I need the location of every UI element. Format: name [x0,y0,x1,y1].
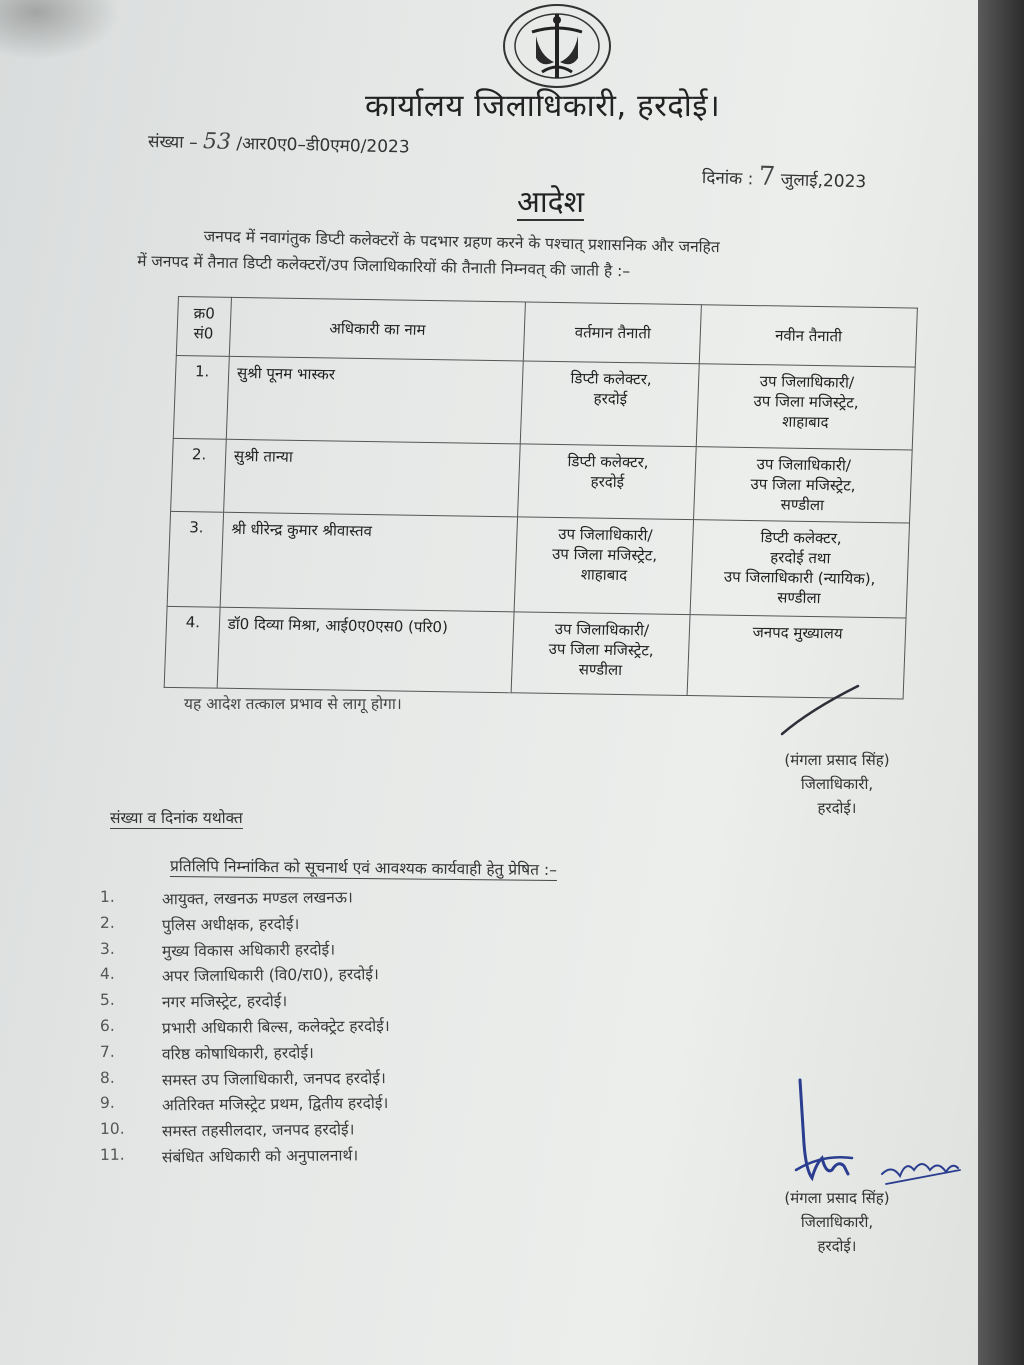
recipient-number: 4. [99,965,115,984]
handwritten-signature [782,1074,972,1198]
cell-serial: 2. [171,438,226,512]
table-row [167,511,909,618]
intro-line-2: में जनपद में तैनात डिप्टी कलेक्टरों/उप जिलाधिकारियों की तैनाती निम्नवत् की जाती है :– [136,251,631,281]
copy-heading: प्रतिलिपि निम्नांकित को सूचनार्थ एवं आवश्यक कार्यवाही हेतु प्रेषित :– [170,854,557,881]
cell-serial: 4. [164,606,220,688]
cell-new-posting: डिप्टी कलेक्टर, हरदोई तथा उप जिलाधिकारी (न्यायिक), सण्डीला [691,520,910,618]
recipient-text: अपर जिलाधिकारी (वि0/रा0), हरदोई। [161,965,379,986]
uttar-pradesh-emblem-icon [502,2,612,90]
recipient-text: मुख्य विकास अधिकारी हरदोई। [161,940,336,960]
copy-reference: संख्या व दिनांक यथोक्त [110,806,243,829]
recipient-text: समस्त तहसीलदार, जनपद हरदोई। [161,1120,355,1141]
recipient-number: 11. [99,1145,125,1164]
cell-current-posting: डिप्टी कलेक्टर, हरदोई [518,444,697,520]
recipient-number: 8. [99,1068,115,1087]
date-month-year: जुलाई,2023 [780,170,867,193]
list-item [100,1141,620,1172]
header-new-posting: नवीन तैनाती [700,305,918,367]
table-row [171,438,913,523]
ref-number-handwritten: 53 [202,129,232,155]
recipient-number: 3. [99,939,115,958]
intro-paragraph [137,222,928,291]
recipient-list [100,888,620,1172]
recipient-number: 5. [99,991,115,1010]
recipient-text: समस्त उप जिलाधिकारी, जनपद हरदोई। [161,1068,386,1089]
recipient-number: 9. [99,1094,115,1113]
effect-note: यह आदेश तत्काल प्रभाव से लागू होगा। [184,695,402,713]
signatory-name: (मंगला प्रसाद सिंह) [784,1189,890,1207]
background-edge [978,0,1024,1365]
recipient-text: आयुक्त, लखनऊ मण्डल लखनऊ। [161,888,353,909]
ref-suffix: /आर0ए0–डी0एम0/2023 [236,133,410,158]
signatory-place: हरदोई। [817,799,857,817]
cell-current-posting: उप जिलाधिकारी/ उप जिला मजिस्ट्रेट, शाहाबाद [515,517,694,615]
header-officer-name: अधिकारी का नाम [229,297,526,361]
signatory-place: हरदोई। [817,1237,857,1255]
office-title: कार्यालय जिलाधिकारी, हरदोई। [365,88,721,124]
date-day-handwritten: 7 [758,161,776,192]
cell-current-posting: उप जिलाधिकारी/ उप जिला मजिस्ट्रेट, सण्डीला [512,612,691,696]
reference-number [148,128,410,158]
signature-stroke [770,680,870,740]
date-label: दिनांक : [701,168,754,190]
recipient-number: 1. [99,887,115,906]
ref-prefix: संख्या – [147,132,198,154]
header-current-posting: वर्तमान तैनाती [524,302,702,364]
signatory-designation: जिलाधिकारी, [800,1213,874,1231]
order-date [702,160,867,194]
header-serial: क्र0 सं0 [176,297,231,357]
signatory-block [752,748,922,820]
cell-current-posting: डिप्टी कलेक्टर, हरदोई [521,361,700,447]
signatory-name: (मंगला प्रसाद सिंह) [784,751,890,769]
signatory-designation: जिलाधिकारी, [800,775,874,793]
cell-serial: 1. [173,355,229,439]
recipient-number: 2. [99,913,115,932]
recipient-number: 6. [99,1016,115,1035]
cell-new-posting: उप जिलाधिकारी/ उप जिला मजिस्ट्रेट, शाहाबाद [697,364,916,450]
cell-officer-name: श्री धीरेन्द्र कुमार श्रीवास्तव [220,512,518,612]
cell-officer-name: डॉ0 दिव्या मिश्रा, आई0ए0एस0 (परि0) [217,607,515,693]
recipient-text: प्रभारी अधिकारी बिल्स, कलेक्ट्रेट हरदोई। [161,1016,390,1038]
recipient-number: 10. [99,1119,125,1139]
cell-officer-name: सुश्री पूनम भास्कर [226,356,524,444]
cell-new-posting: उप जिलाधिकारी/ उप जिला मजिस्ट्रेट, सण्डीला [694,447,912,523]
recipient-text: नगर मजिस्ट्रेट, हरदोई। [161,992,288,1012]
table-row [173,355,915,450]
cell-new-posting: जनपद मुख्यालय [688,615,906,699]
cell-officer-name: सुश्री तान्या [223,439,520,517]
recipient-number: 7. [99,1042,115,1061]
order-title: आदेश [517,185,584,220]
signatory-block-copy [752,1186,922,1258]
photo-shadow [0,0,120,60]
intro-line-1: जनपद में नवागंतुक डिप्टी कलेक्टरों के पदभार ग्रहण करने के पश्चात् प्रशासनिक और जनहित [203,227,720,257]
recipient-text: अतिरिक्त मजिस्ट्रेट प्रथम, द्वितीय हरदोई। [161,1094,389,1115]
recipient-text: संबंधित अधिकारी को अनुपालनार्थ। [161,1146,359,1167]
recipient-text: वरिष्ठ कोषाधिकारी, हरदोई। [161,1043,314,1064]
posting-table [164,296,918,699]
cell-serial: 3. [167,511,223,607]
recipient-text: पुलिस अधीक्षक, हरदोई। [161,914,300,935]
